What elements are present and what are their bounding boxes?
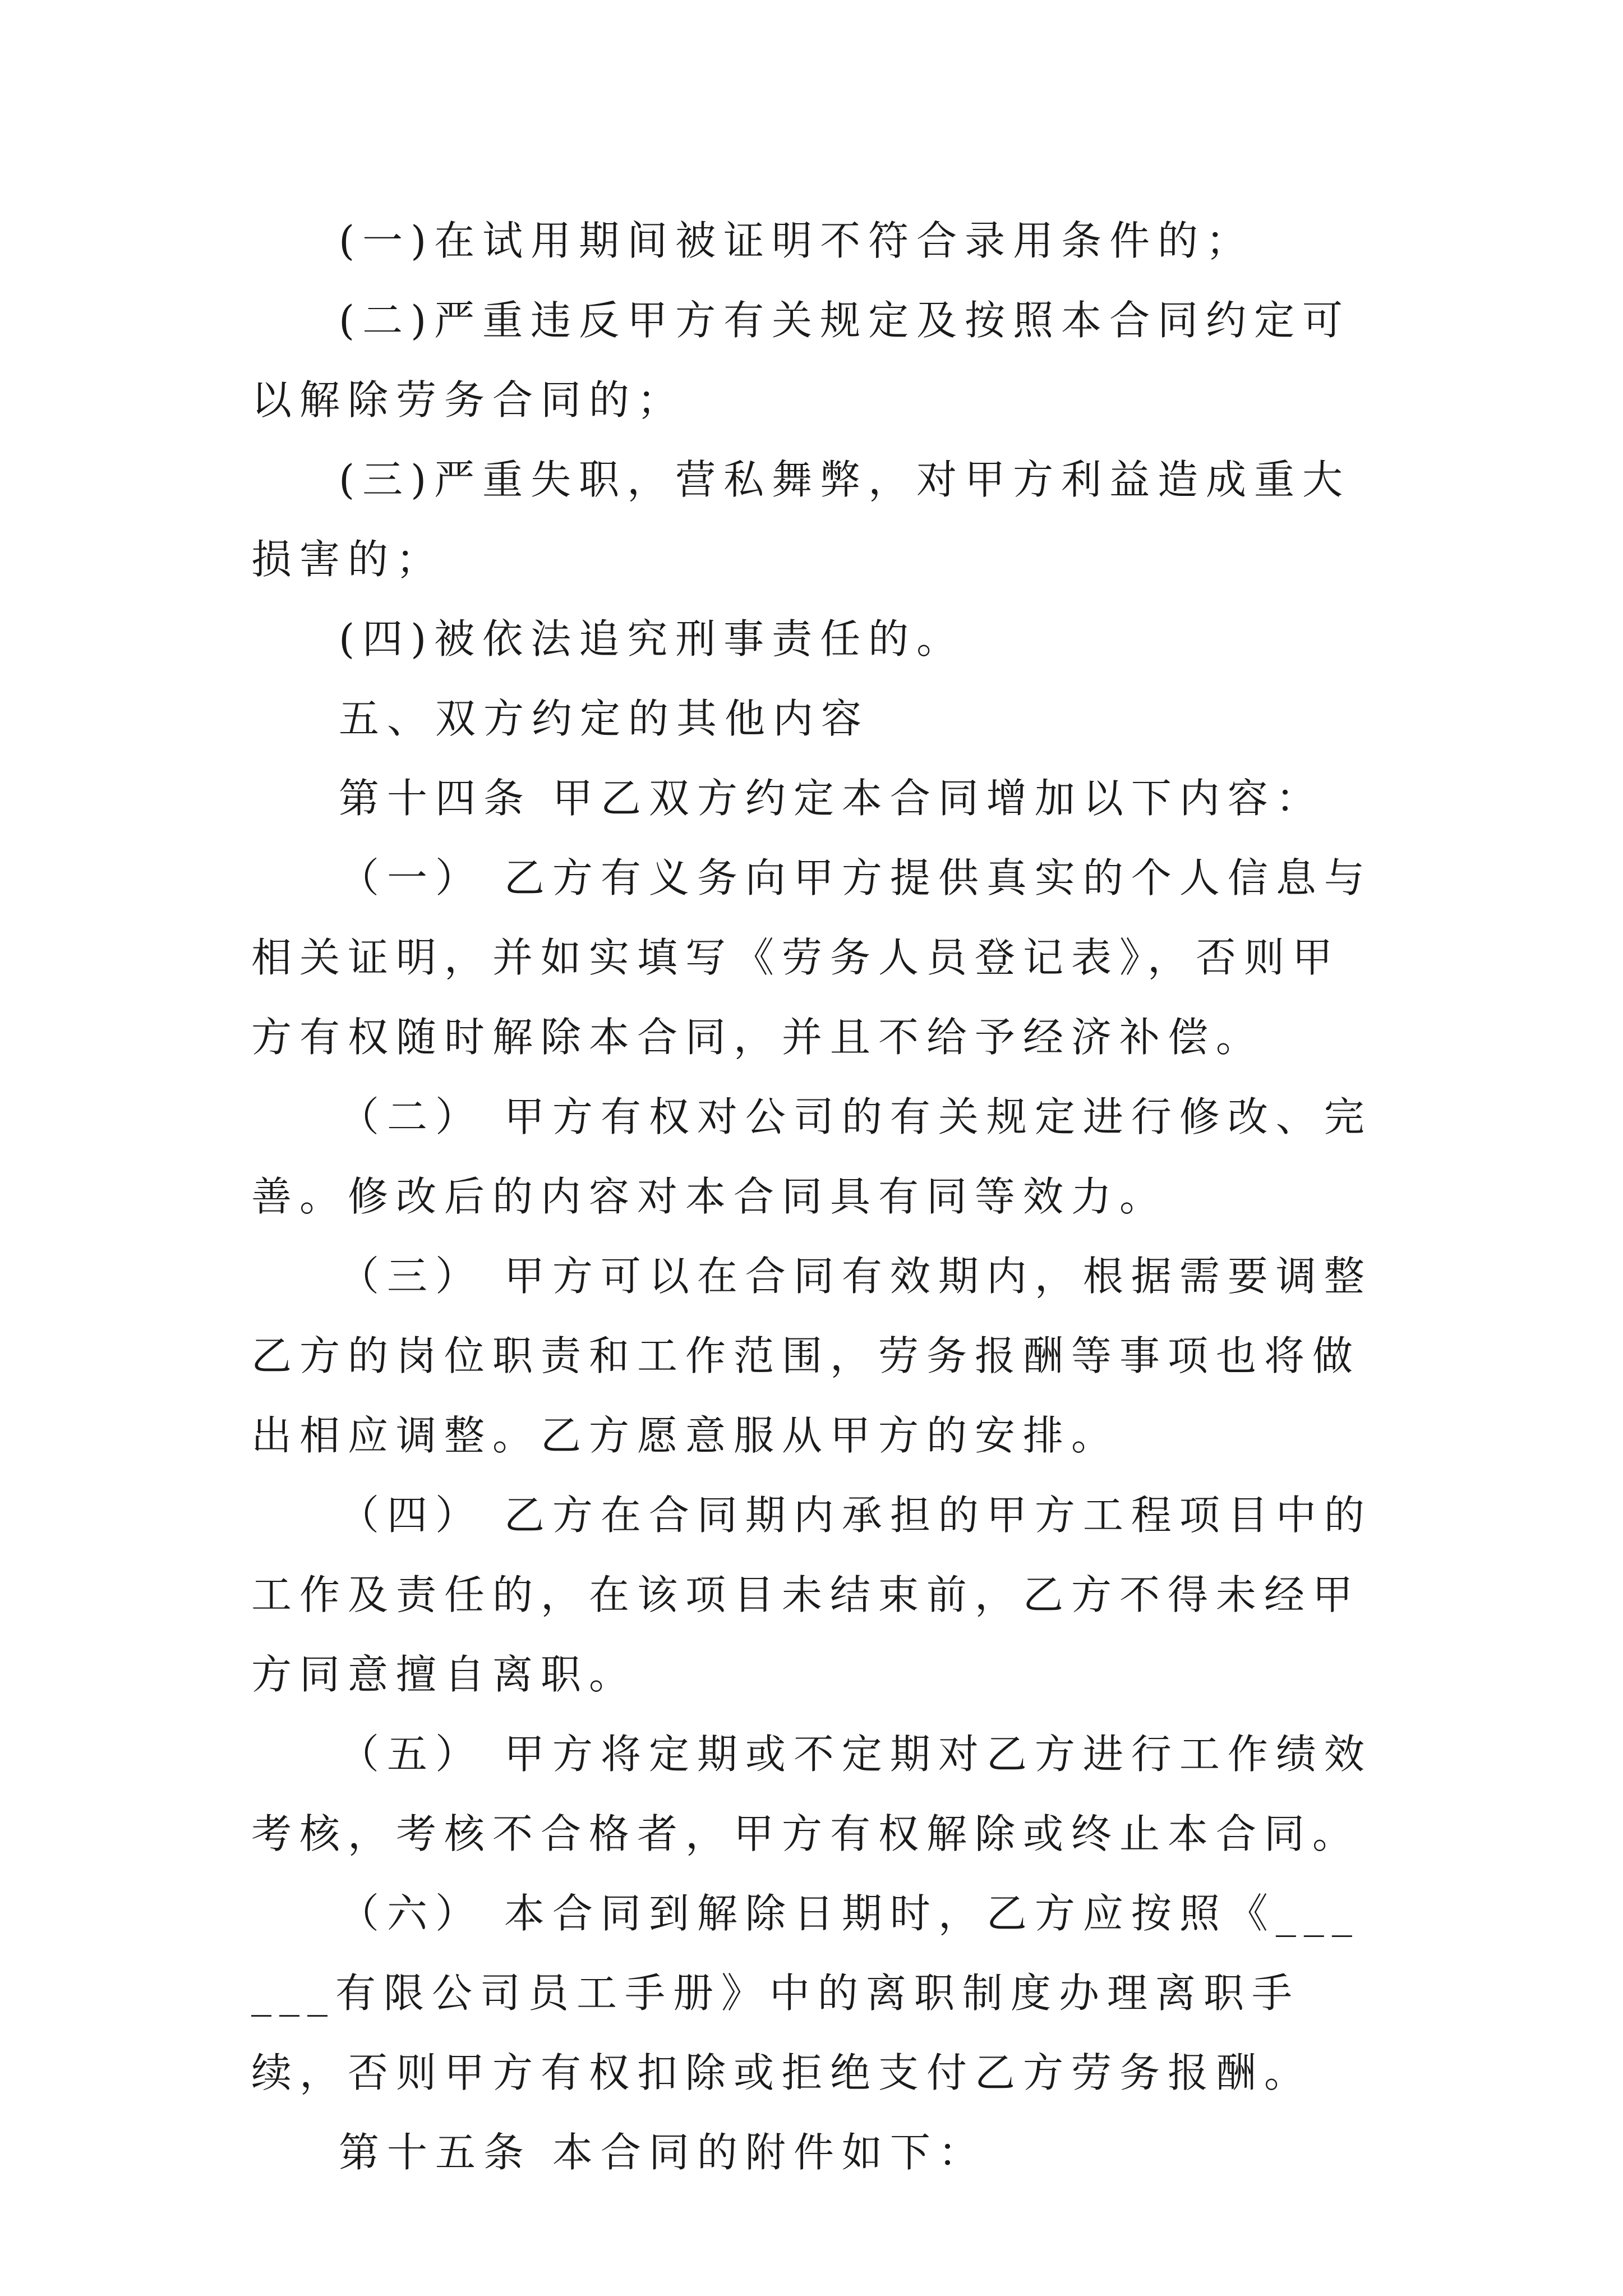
- article-14-heading: 第十四条 甲乙双方约定本合同增加以下内容：: [339, 775, 1324, 822]
- article-14-item-2: （二） 甲方有权对公司的有关规定进行修改、完善。修改后的内容对本合同具有同等效力。: [251, 1093, 1372, 1220]
- clause-3: (三)严重失职，营私舞弊，对甲方利益造成重大损害的；: [251, 456, 1351, 583]
- clause-1: (一)在试用期间被证明不符合录用条件的；: [339, 217, 1255, 264]
- article-14-item-4: （四） 乙方在合同期内承担的甲方工程项目中的工作及责任的，在该项目未结束前，乙方不得未经甲方同意擅自离职。: [251, 1492, 1372, 1698]
- article-14-item-5: （五） 甲方将定期或不定期对乙方进行工作绩效考核，考核不合格者，甲方有权解除或终止本合同。: [251, 1731, 1372, 1857]
- clause-4: (四)被依法追究刑事责任的。: [339, 615, 965, 662]
- article-14-item-3: （三） 甲方可以在合同有效期内，根据需要调整乙方的岗位职责和工作范围，劳务报酬等事项也将做出相应调整。乙方愿意服从甲方的安排。: [251, 1253, 1372, 1459]
- article-14-item-6: （六） 本合同到解除日期时，乙方应按照《______有限公司员工手册》中的离职制度办理离职手续，否则甲方有权扣除或拒绝支付乙方劳务报酬。: [251, 1890, 1360, 2096]
- article-15-heading: 第十五条 本合同的附件如下：: [339, 2129, 986, 2176]
- clause-2: (二)严重违反甲方有关规定及按照本合同约定可以解除劳务合同的；: [251, 297, 1351, 424]
- document-body: [251, 201, 1378, 2192]
- article-14-item-1: （一） 乙方有义务向甲方提供真实的个人信息与相关证明，并如实填写《劳务人员登记表》，否则甲方有权随时解除本合同，并且不给予经济补偿。: [251, 854, 1372, 1061]
- section-heading: 五、双方约定的其他内容: [339, 695, 870, 742]
